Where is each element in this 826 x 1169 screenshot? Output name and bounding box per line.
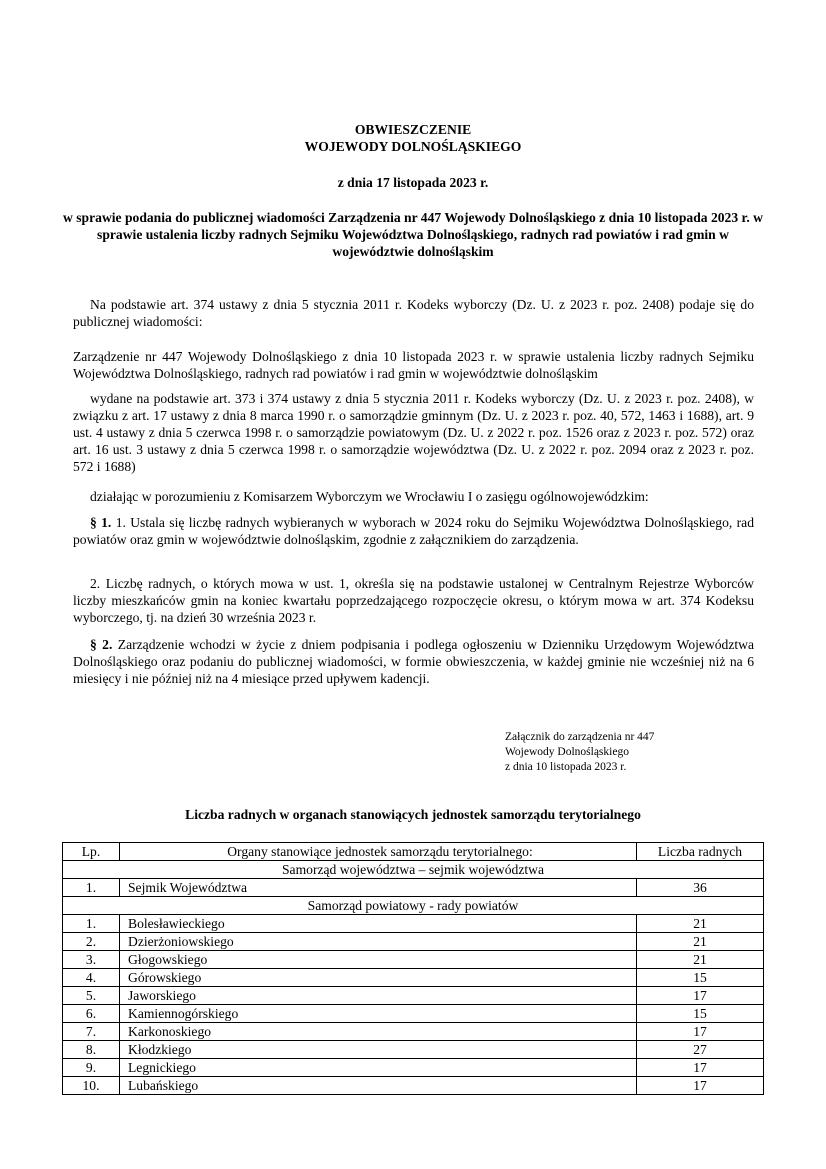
annex-line-1: Załącznik do zarządzenia nr 447 — [505, 731, 655, 743]
row-count: 15 — [637, 969, 764, 987]
table-row — [63, 1059, 764, 1077]
document-date: z dnia 17 listopada 2023 r. — [337, 175, 489, 190]
row-count: 17 — [637, 987, 764, 1005]
row-name: Karkonoskiego — [120, 1023, 637, 1041]
row-count: 21 — [637, 915, 764, 933]
row-lp: 4. — [63, 969, 120, 987]
header-organ: Organy stanowiące jednostek samorządu terytorialnego: — [120, 843, 637, 861]
row-lp: 6. — [63, 1005, 120, 1023]
issued-basis-paragraph: wydane na podstawie art. 373 i 374 ustawy z dnia 5 stycznia 2011 r. Kodeks wyborczy (Dz. U. z 2023 r. poz. 2408), w związku z art. 17 ustawy z dnia 8 marca 1990 r. o samorządzie gminnym (Dz. U. z 2023 r. poz. 40, 572, 1463 i 1688), art. 9 ust. 4 ustawy z dnia 5 czerwca 1998 r. o samorządzie powiatowym (Dz. U. z 2022 r. poz. 1526 oraz z 2023 r. poz. 572) oraz art. 16 ust. 3 ustawy z dnia 5 czerwca 1998 r. o samorządzie województwa (Dz. U. z 2022 r. poz. 2094 oraz z 2023 r. poz. 572 i 1688) — [73, 391, 754, 474]
table-row — [63, 915, 764, 933]
table-row — [63, 951, 764, 969]
row-lp: 9. — [63, 1059, 120, 1077]
row-count: 15 — [637, 1005, 764, 1023]
row-count: 36 — [637, 879, 764, 897]
row-lp: 3. — [63, 951, 120, 969]
section-label: Samorząd powiatowy - rady powiatów — [63, 897, 764, 915]
row-lp: 1. — [63, 915, 120, 933]
row-name: Kamiennogórskiego — [120, 1005, 637, 1023]
row-lp: 2. — [63, 933, 120, 951]
section-2-label: § 2. — [90, 637, 113, 652]
annex-note — [505, 730, 654, 775]
section-1-label: § 1. — [90, 515, 112, 530]
table-header-row — [63, 843, 764, 861]
row-name: Jaworskiego — [120, 987, 637, 1005]
councillors-table — [62, 842, 764, 1095]
section-row-counties — [63, 897, 764, 915]
table-row — [63, 1023, 764, 1041]
row-name: Sejmik Województwa — [120, 879, 637, 897]
table-row — [63, 1041, 764, 1059]
row-name: Górowskiego — [120, 969, 637, 987]
document-type-heading: OBWIESZCZENIE — [354, 122, 472, 137]
row-count: 17 — [637, 1023, 764, 1041]
row-lp: 10. — [63, 1077, 120, 1095]
row-name: Dzierżoniowskiego — [120, 933, 637, 951]
row-name: Legnickiego — [120, 1059, 637, 1077]
issuer-heading: WOJEWODY DOLNOŚLĄSKIEGO — [304, 139, 522, 154]
table-row — [63, 987, 764, 1005]
annex-line-3: z dnia 10 listopada 2023 r. — [505, 761, 627, 773]
table-row — [63, 1077, 764, 1095]
row-lp: 8. — [63, 1041, 120, 1059]
section-1-text: 1. Ustala się liczbę radnych wybieranych w wyborach w 2024 roku do Sejmiku Województwa Dolnośląskiego, rad powiatów oraz gmin w województwie dolnośląskim, zgodnie z załącznikiem do zarządzenia. — [73, 515, 754, 547]
header-count: Liczba radnych — [637, 843, 764, 861]
ordinance-title-paragraph: Zarządzenie nr 447 Wojewody Dolnośląskiego z dnia 10 listopada 2023 r. w sprawie ustalenia liczby radnych Sejmiku Województwa Dolnośląskiego, radnych rad powiatów i rad gmin w województwie dolnośląskim — [73, 349, 754, 381]
section-2-text: Zarządzenie wchodzi w życie z dniem podpisania i podlega ogłoszeniu w Dzienniku Urzędowym Województwa Dolnośląskiego oraz podaniu do publicznej wiadomości, w formie obwieszczenia, w każdej gminie nie wcześniej niż na 6 miesięcy i nie później niż na 4 miesiące przed upływem kadencji. — [73, 637, 755, 686]
row-count: 27 — [637, 1041, 764, 1059]
header-lp: Lp. — [63, 843, 120, 861]
row-lp: 5. — [63, 987, 120, 1005]
table-row — [63, 969, 764, 987]
table-title: Liczba radnych w organach stanowiących jednostek samorządu terytorialnego — [185, 807, 641, 822]
section-2-paragraph — [73, 636, 754, 687]
section-label: Samorząd województwa – sejmik województwa — [63, 861, 764, 879]
annex-line-2: Wojewody Dolnośląskiego — [505, 746, 629, 758]
table-row — [63, 1005, 764, 1023]
document-subject: w sprawie podania do publicznej wiadomości Zarządzenia nr 447 Wojewody Dolnośląskiego z dnia 10 listopada 2023 r. w sprawie ustalenia liczby radnych Sejmiku Województwa Dolnośląskiego, radnych rad powiatów i rad gmin w województwie dolnośląskim — [63, 210, 763, 259]
row-count: 21 — [637, 951, 764, 969]
row-count: 17 — [637, 1077, 764, 1095]
section-1-paragraph — [73, 514, 754, 548]
acting-paragraph: działając w porozumieniu z Komisarzem Wyborczym we Wrocławiu I o zasięgu ogólnowojewódzkim: — [90, 489, 649, 504]
row-name: Lubańskiego — [120, 1077, 637, 1095]
row-count: 21 — [637, 933, 764, 951]
row-name: Kłodzkiego — [120, 1041, 637, 1059]
table-row — [63, 879, 764, 897]
row-name: Głogowskiego — [120, 951, 637, 969]
section-1-point-2: 2. Liczbę radnych, o których mowa w ust. 1, określa się na podstawie ustalonej w Centralnym Rejestrze Wyborców liczby mieszkańców gmin na koniec kwartału poprzedzającego rozpoczęcie okresu, o którym mowa w art. 374 Kodeksu wyborczego, tj. na dzień 30 września 2023 r. — [73, 576, 754, 625]
table-row — [63, 933, 764, 951]
row-lp: 7. — [63, 1023, 120, 1041]
legal-basis-paragraph: Na podstawie art. 374 ustawy z dnia 5 stycznia 2011 r. Kodeks wyborczy (Dz. U. z 2023 r. poz. 2408) podaje się do publicznej wiadomości: — [73, 297, 754, 329]
section-row-voivodeship — [63, 861, 764, 879]
row-lp: 1. — [63, 879, 120, 897]
row-count: 17 — [637, 1059, 764, 1077]
row-name: Bolesławieckiego — [120, 915, 637, 933]
